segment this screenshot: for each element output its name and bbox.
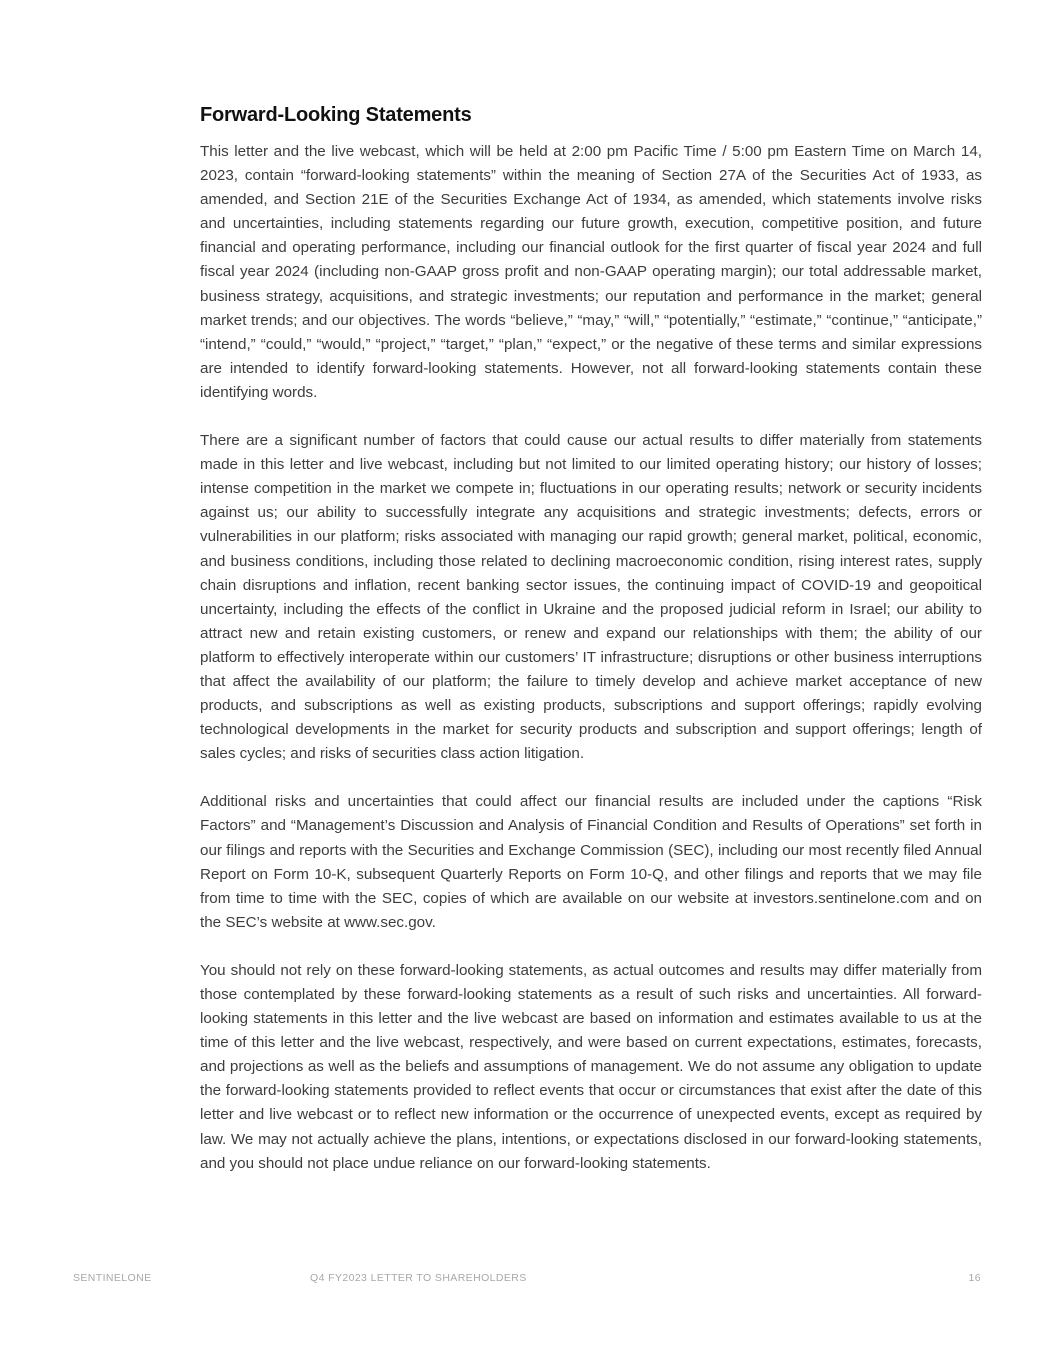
section-heading: Forward-Looking Statements	[200, 104, 472, 126]
footer-document-title: Q4 FY2023 LETTER TO SHAREHOLDERS	[310, 1272, 527, 1284]
forward-looking-statements-section	[200, 102, 982, 1200]
paragraph-additional-risks: Additional risks and uncertainties that could affect our financial results are included under the captions “Risk Factors” and “Management’s Discussion and Analysis of Financial Condition and Results of Operations” set forth in our filings and reports with the Securities and Exchange Commission (SEC), including our most recently filed Annual Report on Form 10-K, subsequent Quarterly Reports on Form 10-Q, and other filings and reports that we may file from time to time with the SEC, copies of which are available on our website at investors.sentinelone.com and on the SEC’s website at www.sec.gov.	[200, 793, 982, 931]
paragraph-forward-looking-definition: This letter and the live webcast, which will be held at 2:00 pm Pacific Time / 5:00 pm Eastern Time on March 14, 2023, contain “forward-looking statements” within the meaning of Section 27A of the Securities Act of 1933, as amended, and Section 21E of the Securities Exchange Act of 1934, as amended, which statements involve risks and uncertainties, including statements regarding our future growth, execution, competitive position, and future financial and operating performance, including our financial outlook for the first quarter of fiscal year 2024 and full fiscal year 2024 (including non-GAAP gross profit and non-GAAP operating margin); our total addressable market, business strategy, acquisitions, and strategic investments; our reputation and performance in the market; general market trends; and our objectives. The words “believe,” “may,” “will,” “potentially,” “estimate,” “continue,” “anticipate,” “intend,” “could,” “would,” “project,” “target,” “plan,” “expect,” or the negative of these terms and similar expressions are intended to identify forward-looking statements. However, not all forward-looking statements contain these identifying words.	[200, 143, 982, 401]
footer-brand: SENTINELONE	[73, 1272, 152, 1284]
paragraph-risk-factors: There are a significant number of factors that could cause our actual results to differ materially from statements made in this letter and live webcast, including but not limited to our limited operating history; our history of losses; intense competition in the market we compete in; fluctuations in our operating results; network or security incidents against us; our ability to successfully integrate any acquisitions and strategic investments; defects, errors or vulnerabilities in our platform; risks associated with managing our rapid growth; general market, political, economic, and business conditions, including those related to declining macroeconomic condition, rising interest rates, supply chain disruptions and inflation, recent banking sector issues, the continuing impact of COVID-19 and geopoitical uncertainty, including the effects of the conflict in Ukraine and the proposed judicial reform in Israel; our ability to attract new and retain existing customers, or renew and expand our relationships with them; the ability of our platform to effectively interoperate within our customers’ IT infrastructure; disruptions or other business interruptions that affect the availability of our platform; the failure to timely develop and achieve market acceptance of new products, and subscriptions as well as existing products, subscriptions and support offerings; rapidly evolving technological developments in the market for security products and subscription and support offerings; length of sales cycles; and risks of securities class action litigation.	[200, 432, 982, 763]
paragraph-reliance-disclaimer: You should not rely on these forward-looking statements, as actual outcomes and results may differ materially from those contemplated by these forward-looking statements as a result of such risks and uncertainties. All forward-looking statements in this letter and the live webcast are based on information and estimates available to us at the time of this letter and the live webcast, respectively, and were based on current expectations, estimates, forecasts, and projections as well as the beliefs and assumptions of management. We do not assume any obligation to update the forward-looking statements provided to reflect events that occur or circumstances that exist after the date of this letter and live webcast or to reflect new information or the occurrence of unexpected events, except as required by law. We may not actually achieve the plans, intentions, or expectations disclosed in our forward-looking statements, and you should not place undue reliance on our forward-looking statements.	[200, 961, 982, 1172]
footer-page-number: 16	[968, 1272, 981, 1284]
